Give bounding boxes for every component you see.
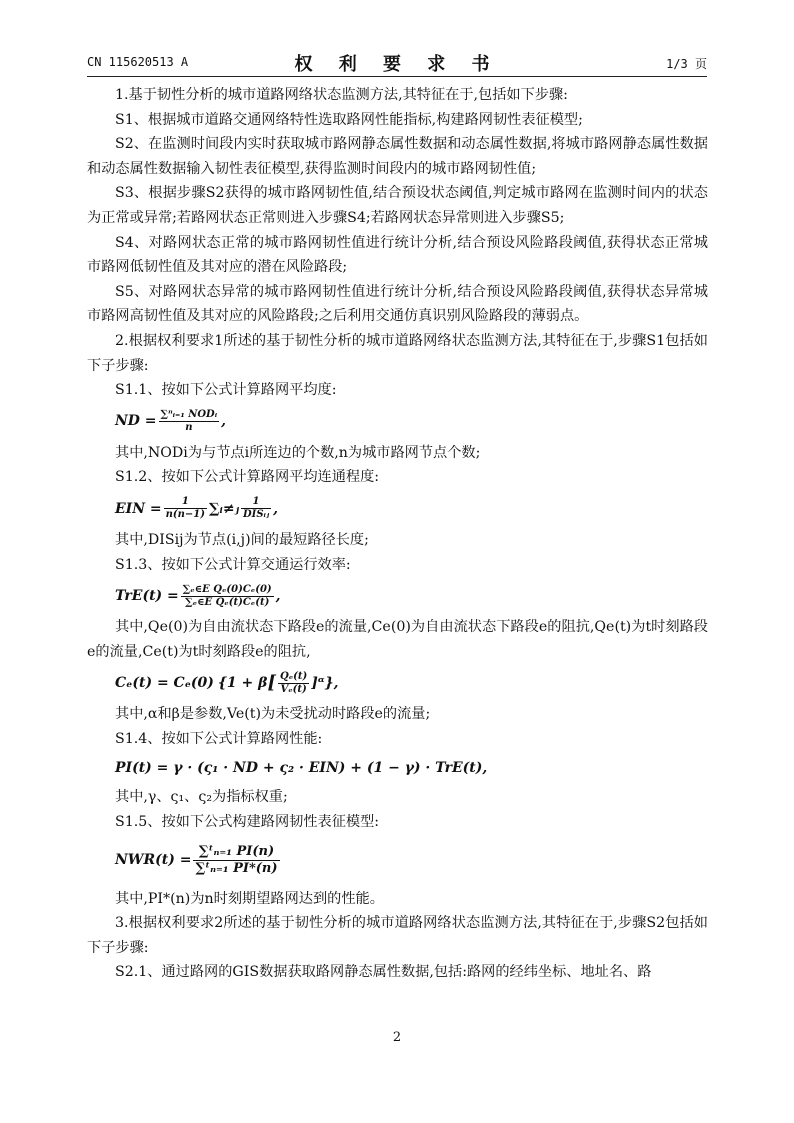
formula-pi-text: PI(t) = γ · (ς₁ · ND + ς₂ · EIN) + (1 − γ) · TrE(t), <box>115 760 488 777</box>
step-s1-4-note: 其中,γ、ς₁、ς₂为指标权重; <box>115 789 288 806</box>
formula-ein-numerator-2: 1 <box>241 496 271 509</box>
step-s2-1: S2.1、通过路网的GIS数据获取路网静态属性数据,包括:路网的经纬坐标、地址名、路 <box>115 964 652 981</box>
document-title: 权 利 要 求 书 <box>294 54 500 75</box>
formula-nwr <box>115 839 708 883</box>
step-s1: S1、根据城市道路交通网络特性选取路网性能指标,构建路网韧性表征模型; <box>115 111 583 128</box>
step-s1-1-note: 其中,NODi为与节点i所连边的个数,n为城市路网节点个数; <box>115 444 481 461</box>
step-s1-3-note: 其中,Qe(0)为自由流状态下路段e的流量,Ce(0)为自由流状态下路段e的阻抗,Qe(t)为t时刻路段e的流量,Ce(t)为t时刻路段e的阻抗, <box>87 619 708 660</box>
formula-tre-tail: , <box>275 587 281 604</box>
formula-ce-numerator: Qₑ(t) <box>279 670 308 682</box>
formula-tre-fraction <box>181 584 274 609</box>
step-s1-2: S1.2、按如下公式计算路网平均连通程度: <box>115 469 380 486</box>
formula-nd-numerator: ∑ⁿᵢ₌₁ NODᵢ <box>160 409 218 421</box>
formula-ce-denominator: Vₑ(t) <box>280 683 307 695</box>
formula-tre <box>115 581 708 611</box>
formula-tre-denominator: ∑ₑ∈E Qₑ(t)Cₑ(t) <box>185 596 270 608</box>
claim-1-intro: 1.基于韧性分析的城市道路网络状态监测方法,其特征在于,包括如下步骤: <box>115 87 568 103</box>
formula-nd <box>115 407 708 437</box>
claims-body <box>87 83 708 985</box>
formula-nd-denominator: n <box>185 422 193 434</box>
formula-ce <box>115 668 708 698</box>
claim-3-intro: 3.根据权利要求2所述的基于韧性分析的城市道路网络状态监测方法,其特征在于,步骤S2包括如下子步骤: <box>87 915 708 956</box>
step-s4: S4、对路网状态正常的城市路网韧性值进行统计分析,结合预设风险路段阈值,获得状态正常城市路网低韧性值及其对应的潜在风险路段; <box>87 234 708 276</box>
formula-nwr-denominator: ∑ᵗₙ₌₁ PI*(n) <box>195 861 278 877</box>
step-s1-2-note: 其中,DISij为节点(i,j)间的最短路径长度; <box>115 531 369 548</box>
formula-ein-fraction-2 <box>241 496 271 521</box>
formula-ein-tail: , <box>273 500 278 517</box>
formula-ein-sum: ∑ᵢ≠ⱼ <box>208 500 239 517</box>
step-s1-3-note-2: 其中,α和β是参数,Ve(t)为未受扰动时路段e的流量; <box>115 706 431 723</box>
formula-tre-lhs: TrE(t) = <box>115 587 179 604</box>
formula-nd-lhs: ND = <box>115 413 157 430</box>
page-header <box>87 50 707 74</box>
claim-2-intro: 2.根据权利要求1所述的基于韧性分析的城市道路网络状态监测方法,其特征在于,步骤S1包括如下子步骤: <box>87 332 708 374</box>
formula-pi <box>115 755 708 781</box>
publication-number: CN 115620513 A <box>87 55 189 69</box>
step-s1-1: S1.1、按如下公式计算路网平均度: <box>115 382 337 399</box>
formula-ein <box>115 494 708 524</box>
formula-nwr-fraction <box>193 844 279 877</box>
formula-ce-mid: {1 + β <box>217 674 268 691</box>
step-s1-4: S1.4、按如下公式计算路网性能: <box>115 730 323 747</box>
formula-ein-numerator-1: 1 <box>164 496 207 509</box>
page-number: 2 <box>392 1030 402 1045</box>
step-s3: S3、根据步骤S2获得的城市路网韧性值,结合预设状态阈值,判定城市路网在监测时间内的状态为正常或异常;若路网状态正常则进入步骤S4;若路网状态异常则进入步骤S5; <box>87 185 708 226</box>
formula-ein-denominator-2: DISᵢⱼ <box>242 509 270 521</box>
step-s1-5: S1.5、按如下公式构建路网韧性表征模型: <box>115 814 380 831</box>
formula-ce-bracket-open: [ <box>267 671 276 693</box>
formula-ein-fraction-1 <box>164 496 207 521</box>
step-s5: S5、对路网状态异常的城市路网韧性值进行统计分析,结合预设风险路段阈值,获得状态异常城市路网高韧性值及其对应的风险路段;之后利用交通仿真识别风险路段的薄弱点。 <box>87 283 708 325</box>
step-s2: S2、在监测时间段内实时获取城市路网静态属性数据和动态属性数据,将城市路网静态属性数据和动态属性数据输入韧性表征模型,获得监测时间段内的城市路网韧性值; <box>87 136 708 177</box>
formula-nd-tail: , <box>221 413 226 430</box>
formula-ein-denominator-1: n(n−1) <box>165 509 205 521</box>
formula-tre-numerator: ∑ₑ∈E Qₑ(0)Cₑ(0) <box>182 583 272 595</box>
formula-ce-fraction <box>278 671 309 696</box>
formula-ein-lhs: EIN = <box>115 500 162 517</box>
formula-nwr-lhs: NWR(t) = <box>115 852 192 869</box>
step-s1-3: S1.3、按如下公式计算交通运行效率: <box>115 556 351 573</box>
page-indicator: 1/3 页 <box>666 57 707 71</box>
formula-nwr-numerator: ∑ᵗₙ₌₁ PI(n) <box>193 844 279 861</box>
formula-ce-tail: ]ᵅ}, <box>311 674 339 691</box>
formula-ce-lhs: Cₑ(t) = Cₑ(0) <box>115 674 214 691</box>
header-rule <box>87 76 707 77</box>
step-s1-5-note: 其中,PI*(n)为n时刻期望路网达到的性能。 <box>115 890 384 907</box>
formula-nd-fraction <box>159 409 220 434</box>
